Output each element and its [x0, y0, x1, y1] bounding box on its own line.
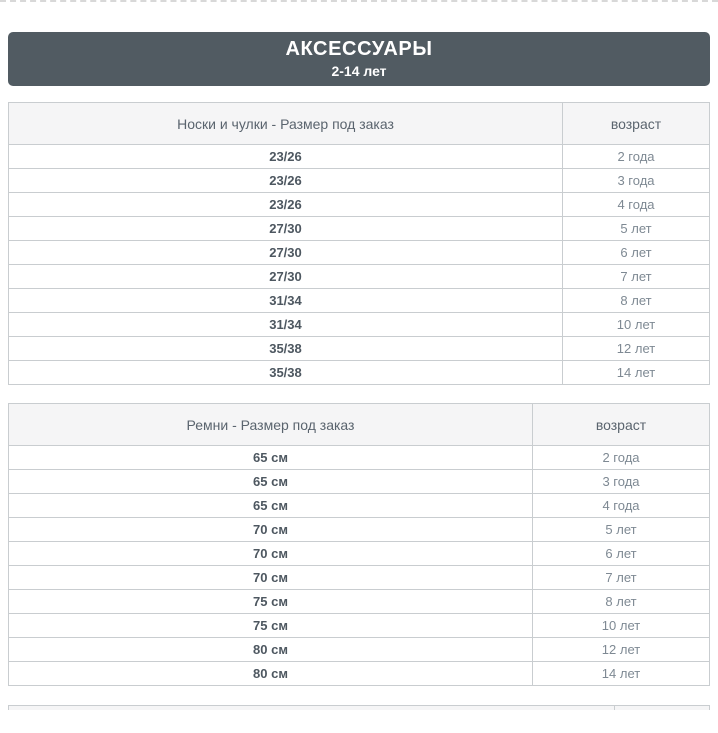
table-row	[9, 614, 710, 638]
age-cell: 12 лет	[533, 638, 710, 662]
banner-subtitle: 2-14 лет	[331, 63, 387, 80]
table-row	[9, 241, 710, 265]
size-cell: 75 см	[9, 614, 533, 638]
age-cell: 6 лет	[533, 542, 710, 566]
age-cell: 2 года	[563, 145, 710, 169]
table-row	[9, 518, 710, 542]
table-header-row	[9, 404, 710, 446]
age-cell: 8 лет	[533, 590, 710, 614]
size-cell: 31/34	[9, 313, 563, 337]
table-row	[9, 494, 710, 518]
size-cell: 65 см	[9, 446, 533, 470]
table-header-row	[9, 103, 710, 145]
age-cell: 5 лет	[533, 518, 710, 542]
table-row	[9, 289, 710, 313]
age-column-header: возраст	[563, 103, 710, 145]
table-row	[9, 265, 710, 289]
table-row	[9, 145, 710, 169]
table-row	[9, 193, 710, 217]
age-cell: 10 лет	[563, 313, 710, 337]
size-cell: 27/30	[9, 217, 563, 241]
size-cell: 70 см	[9, 566, 533, 590]
table-row	[9, 470, 710, 494]
table-row	[9, 590, 710, 614]
table-row	[9, 337, 710, 361]
next-table-partial-header	[8, 705, 710, 710]
age-cell: 4 года	[563, 193, 710, 217]
size-column-header: Ремни - Размер под заказ	[9, 404, 533, 446]
size-cell: 65 см	[9, 470, 533, 494]
size-cell: 23/26	[9, 145, 563, 169]
table-row	[9, 169, 710, 193]
age-cell: 14 лет	[533, 662, 710, 686]
socks-size-table	[8, 102, 710, 385]
age-column-header: возраст	[533, 404, 710, 446]
next-table-column-divider	[614, 706, 615, 710]
age-cell: 6 лет	[563, 241, 710, 265]
top-dotted-divider	[0, 0, 718, 2]
table-row	[9, 638, 710, 662]
age-cell: 12 лет	[563, 337, 710, 361]
size-column-header: Носки и чулки - Размер под заказ	[9, 103, 563, 145]
age-cell: 8 лет	[563, 289, 710, 313]
size-cell: 31/34	[9, 289, 563, 313]
size-cell: 70 см	[9, 518, 533, 542]
size-cell: 65 см	[9, 494, 533, 518]
size-cell: 27/30	[9, 241, 563, 265]
table-row	[9, 217, 710, 241]
age-cell: 7 лет	[563, 265, 710, 289]
page-content	[0, 32, 718, 710]
table-row	[9, 446, 710, 470]
size-cell: 80 см	[9, 638, 533, 662]
banner-title: АКСЕССУАРЫ	[285, 38, 433, 61]
size-cell: 23/26	[9, 169, 563, 193]
age-cell: 3 года	[563, 169, 710, 193]
table-row	[9, 542, 710, 566]
age-cell: 2 года	[533, 446, 710, 470]
age-cell: 5 лет	[563, 217, 710, 241]
size-cell: 23/26	[9, 193, 563, 217]
size-cell: 35/38	[9, 337, 563, 361]
belts-size-table	[8, 403, 710, 686]
age-cell: 14 лет	[563, 361, 710, 385]
table-row	[9, 313, 710, 337]
size-cell: 80 см	[9, 662, 533, 686]
age-cell: 3 года	[533, 470, 710, 494]
age-cell: 7 лет	[533, 566, 710, 590]
size-cell: 75 см	[9, 590, 533, 614]
size-cell: 70 см	[9, 542, 533, 566]
table-row	[9, 566, 710, 590]
table-row	[9, 361, 710, 385]
size-cell: 27/30	[9, 265, 563, 289]
table-row	[9, 662, 710, 686]
age-cell: 10 лет	[533, 614, 710, 638]
category-banner	[8, 32, 710, 86]
age-cell: 4 года	[533, 494, 710, 518]
size-cell: 35/38	[9, 361, 563, 385]
